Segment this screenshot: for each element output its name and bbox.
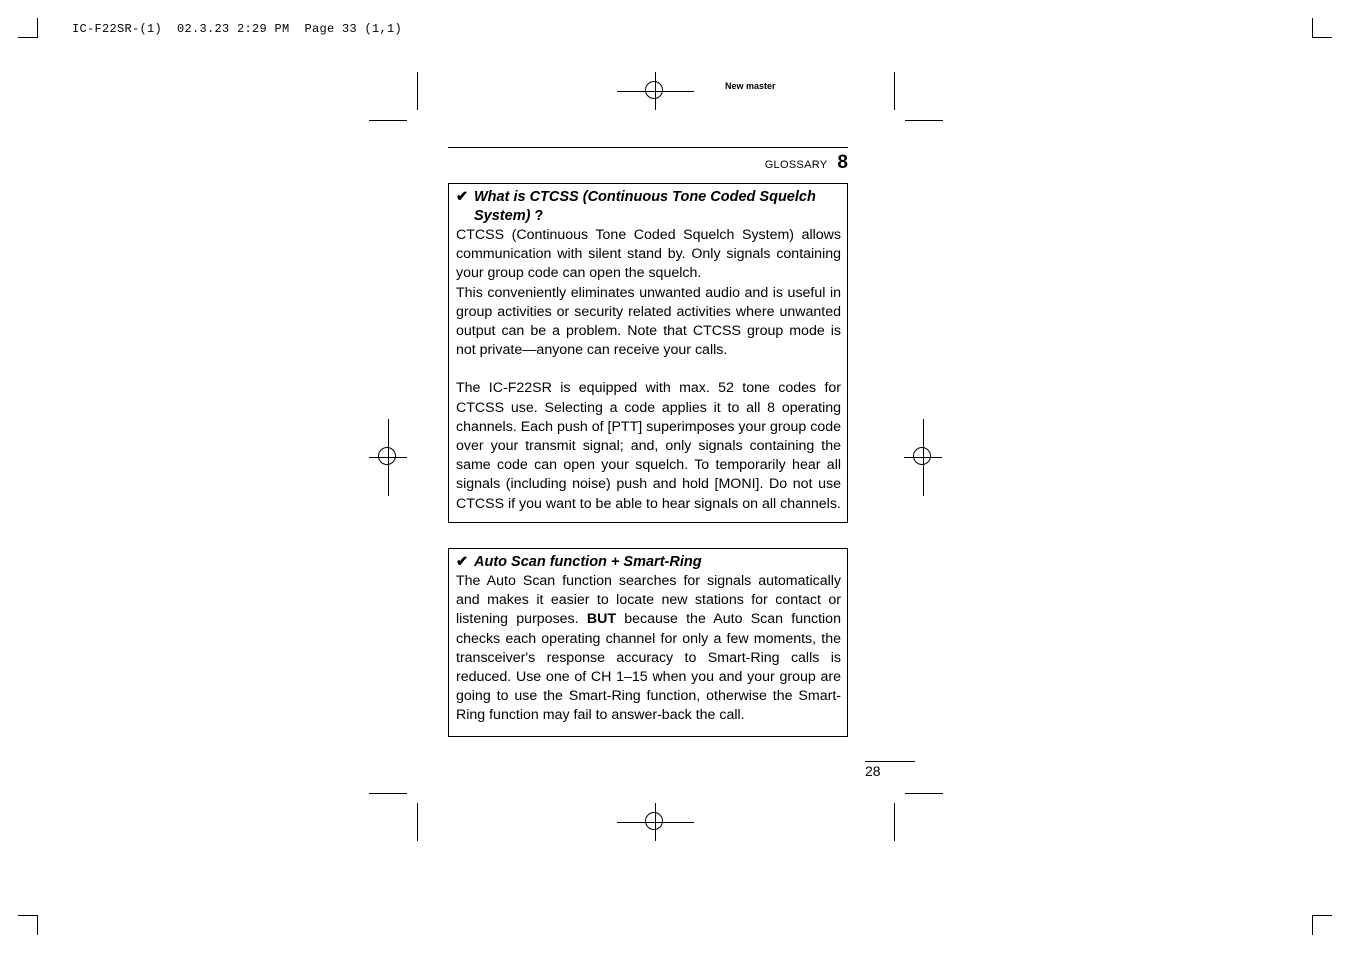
header-rule bbox=[448, 147, 848, 148]
autoscan-glossary-box bbox=[448, 548, 848, 737]
autoscan-bold-word: BUT bbox=[586, 611, 616, 628]
autoscan-text-after: because the Auto Scan function checks each operating channel for only a few moments, the transceiver's response accuracy to Smart-Ring calls is reduced. Use one of CH 1–15 when you and your group are going to use the Smart-Ring function, otherwise the Smart-Ring function may fail to answer-back the call. bbox=[456, 611, 841, 724]
page-number-rule bbox=[865, 761, 915, 762]
ctcss-glossary-box bbox=[448, 183, 848, 523]
chapter-header bbox=[700, 152, 848, 174]
new-master-label: New master bbox=[725, 81, 776, 91]
ctcss-paragraph-3: The IC-F22SR is equipped with max. 52 tone codes for CTCSS use. Selecting a code applies it to all 8 operating channels. Each push of [PTT] superimposes your group code over your transmit signal; and, only signals containing the same code can open your squelch. To temporarily hear all signals (including noise) push and hold [MONI]. Do not use CTCSS if you want to be able to hear signals on all channels. bbox=[456, 380, 841, 512]
autoscan-title bbox=[456, 553, 841, 572]
section-label: GLOSSARY bbox=[764, 159, 828, 171]
ctcss-paragraph-1: CTCSS (Continuous Tone Coded Squelch System) allows communication with silent stand by. Only signals containing your group code can open the squelch. bbox=[456, 227, 841, 282]
ctcss-title-text: What is CTCSS (Continuous Tone Coded Squelch System) bbox=[474, 189, 816, 224]
autoscan-title-text: Auto Scan function + Smart-Ring bbox=[474, 554, 702, 570]
page-number: 28 bbox=[865, 763, 881, 779]
printer-slug: IC-F22SR-(1) 02.3.23 2:29 PM Page 33 (1,1) bbox=[72, 22, 403, 36]
checkmark-icon: ✔ bbox=[456, 189, 469, 205]
ctcss-title bbox=[456, 188, 841, 226]
checkmark-icon: ✔ bbox=[456, 554, 469, 570]
autoscan-text-before: The Auto Scan function searches for signals automatically and makes it easier to locate new stations for contact or listening purposes. bbox=[456, 573, 841, 628]
chapter-number: 8 bbox=[837, 152, 848, 173]
ctcss-title-suffix: ? bbox=[534, 208, 544, 224]
autoscan-paragraph bbox=[456, 572, 841, 726]
ctcss-paragraph-2: This conveniently eliminates unwanted audio and is useful in group activities or security related activities where unwanted output can be a problem. Note that CTCSS group mode is not private—anyone can receive your calls. bbox=[456, 284, 841, 359]
